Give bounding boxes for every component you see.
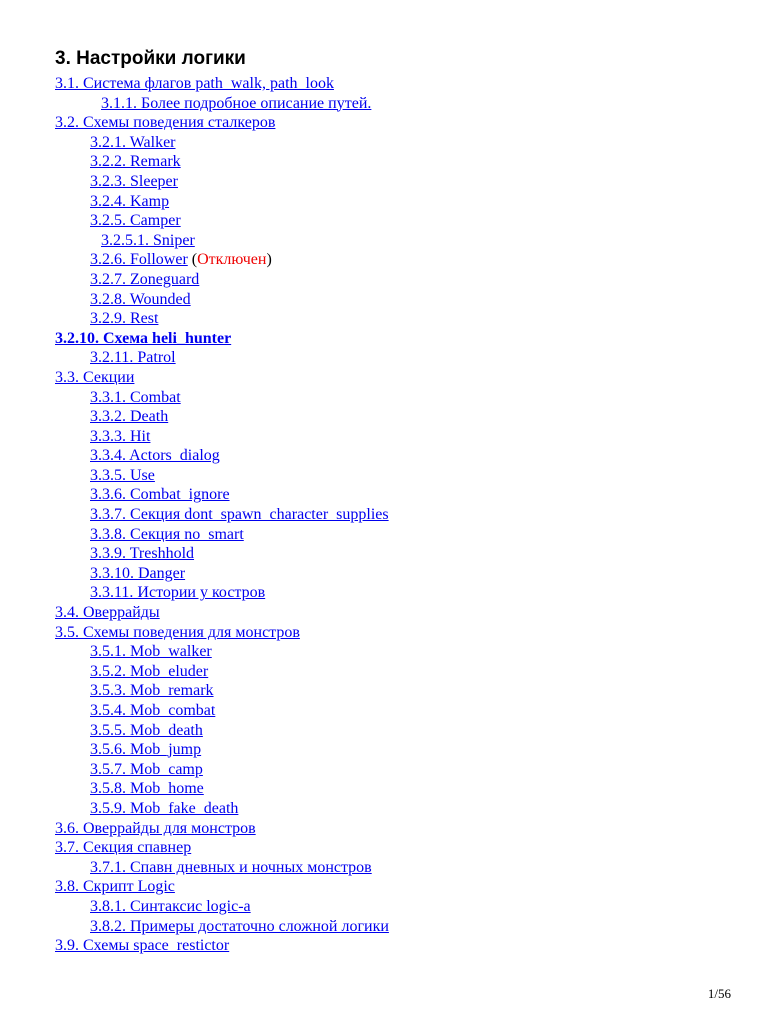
toc-link-3-9[interactable]: 3.9. Схемы space_restictor bbox=[55, 937, 230, 955]
toc-link-3-2-3[interactable]: 3.2.3. Sleeper bbox=[90, 172, 178, 190]
disabled-status-label: Отключен bbox=[197, 251, 267, 269]
toc-link-3-5-6[interactable]: 3.5.6. Mob_jump bbox=[90, 741, 202, 759]
toc-link-3-7[interactable]: 3.7. Секция спавнер bbox=[55, 839, 192, 857]
toc-link-3-8-1[interactable]: 3.8.1. Синтаксис logic-а bbox=[90, 897, 251, 915]
toc-item-3-8-2 bbox=[0, 917, 389, 937]
toc-item-3-3-1 bbox=[0, 388, 389, 408]
toc-link-3-2-5[interactable]: 3.2.5. Camper bbox=[90, 212, 181, 230]
toc-item-3-7 bbox=[0, 838, 389, 858]
toc-item-3-8 bbox=[0, 877, 389, 897]
toc-item-3-2-1 bbox=[0, 133, 389, 153]
toc-link-3-5-2[interactable]: 3.5.2. Mob_eluder bbox=[90, 662, 209, 680]
toc-item-3-3-2 bbox=[0, 407, 389, 427]
toc-item-3-2-6 bbox=[0, 250, 389, 270]
toc-link-3-2-11[interactable]: 3.2.11. Patrol bbox=[90, 349, 176, 367]
page-number: 1/56 bbox=[707, 986, 731, 1001]
toc-link-3-3-5[interactable]: 3.3.5. Use bbox=[90, 466, 155, 484]
toc-item-3-3-11 bbox=[0, 583, 389, 603]
toc-link-3-2-10[interactable]: 3.2.10. Схема heli_hunter bbox=[55, 329, 232, 347]
toc-item-3-3 bbox=[0, 368, 389, 388]
toc-item-3-2 bbox=[0, 113, 389, 133]
toc-item-3-2-3 bbox=[0, 172, 389, 192]
toc-item-3-2-5-1 bbox=[0, 231, 389, 251]
toc-link-3-3-4[interactable]: 3.3.4. Actors_dialog bbox=[90, 447, 220, 465]
toc-item-3-5-6 bbox=[0, 740, 389, 760]
toc-item-3-3-3 bbox=[0, 427, 389, 447]
toc-link-3-1-1[interactable]: 3.1.1. Более подробное описание путей. bbox=[101, 94, 372, 112]
toc-link-3-8[interactable]: 3.8. Скрипт Logic bbox=[55, 878, 175, 896]
toc-item-3-5-2 bbox=[0, 662, 389, 682]
toc-link-3-2-2[interactable]: 3.2.2. Remark bbox=[90, 153, 181, 171]
toc-link-3-3-9[interactable]: 3.3.9. Treshhold bbox=[90, 545, 195, 563]
toc-item-3-3-4 bbox=[0, 446, 389, 466]
toc-item-3-3-9 bbox=[0, 544, 389, 564]
toc-item-3-2-9 bbox=[0, 309, 389, 329]
toc-item-3-2-5 bbox=[0, 211, 389, 231]
toc-item-3-5-3 bbox=[0, 681, 389, 701]
toc-item-3-2-8 bbox=[0, 290, 389, 310]
toc-link-3-2[interactable]: 3.2. Схемы поведения сталкеров bbox=[55, 114, 276, 132]
toc-link-3-5-9[interactable]: 3.5.9. Mob_fake_death bbox=[90, 799, 239, 817]
toc-item-3-5-5 bbox=[0, 721, 389, 741]
toc-link-3-3-10[interactable]: 3.3.10. Danger bbox=[90, 564, 186, 582]
toc-link-3-2-9[interactable]: 3.2.9. Rest bbox=[90, 310, 159, 328]
toc-item-3-3-8 bbox=[0, 525, 389, 545]
toc-link-3-6[interactable]: 3.6. Оверрайды для монстров bbox=[55, 819, 256, 837]
toc-link-3-2-4[interactable]: 3.2.4. Kamp bbox=[90, 192, 170, 210]
toc-link-3-2-6[interactable]: 3.2.6. Follower bbox=[90, 251, 188, 269]
toc-link-3-3-7[interactable]: 3.3.7. Секция dont_spawn_character_supplies bbox=[90, 506, 389, 524]
toc-item-3-7-1 bbox=[0, 858, 389, 878]
toc-item-3-2-11 bbox=[0, 348, 389, 368]
toc-link-3-3-2[interactable]: 3.3.2. Death bbox=[90, 408, 169, 426]
toc-link-3-5-5[interactable]: 3.5.5. Mob_death bbox=[90, 721, 203, 739]
toc-link-3-4[interactable]: 3.4. Оверрайды bbox=[55, 604, 160, 622]
toc-link-3-3-8[interactable]: 3.3.8. Секция no_smart bbox=[90, 525, 244, 543]
toc-link-3-2-5-1[interactable]: 3.2.5.1. Sniper bbox=[101, 231, 195, 249]
toc-item-3-5-7 bbox=[0, 760, 389, 780]
toc-item-3-2-10 bbox=[0, 329, 389, 349]
toc-item-3-5-9 bbox=[0, 799, 389, 819]
toc-link-3-7-1[interactable]: 3.7.1. Спавн дневных и ночных монстров bbox=[90, 858, 372, 876]
paren-close: ) bbox=[266, 251, 272, 269]
toc-item-3-3-7 bbox=[0, 505, 389, 525]
toc-link-3-5[interactable]: 3.5. Схемы поведения для монстров bbox=[55, 623, 300, 641]
toc-item-3-3-6 bbox=[0, 485, 389, 505]
toc-link-3-3-11[interactable]: 3.3.11. Истории у костров bbox=[90, 584, 266, 602]
toc-item-3-8-1 bbox=[0, 897, 389, 917]
toc-item-3-4 bbox=[0, 603, 389, 623]
toc-item-3-2-7 bbox=[0, 270, 389, 290]
toc-link-3-1[interactable]: 3.1. Система флагов path_walk, path_look bbox=[55, 75, 334, 92]
toc-link-3-5-4[interactable]: 3.5.4. Mob_combat bbox=[90, 702, 216, 719]
toc-item-3-9 bbox=[0, 936, 389, 956]
paren-open: ( bbox=[191, 251, 198, 269]
toc-item-3-2-4 bbox=[0, 192, 389, 212]
toc-item-3-5-1 bbox=[0, 642, 389, 662]
toc-item-3-2-2 bbox=[0, 152, 389, 172]
toc-link-3-5-1[interactable]: 3.5.1. Mob_walker bbox=[90, 643, 212, 661]
toc-item-3-5-8 bbox=[0, 779, 389, 799]
toc-link-3-3-3[interactable]: 3.3.3. Hit bbox=[90, 427, 151, 445]
toc-item-3-1 bbox=[0, 74, 389, 94]
toc-link-3-2-8[interactable]: 3.2.8. Wounded bbox=[90, 290, 191, 308]
toc-item-3-5-4 bbox=[0, 701, 389, 721]
toc-link-3-3[interactable]: 3.3. Секции bbox=[55, 368, 135, 386]
toc-link-3-2-7[interactable]: 3.2.7. Zoneguard bbox=[90, 270, 200, 288]
toc-item-3-5 bbox=[0, 623, 389, 643]
toc-link-3-3-6[interactable]: 3.3.6. Combat_ignore bbox=[90, 486, 230, 504]
toc-link-3-2-1[interactable]: 3.2.1. Walker bbox=[90, 133, 176, 151]
toc-link-3-8-2[interactable]: 3.8.2. Примеры достаточно сложной логики bbox=[90, 917, 389, 935]
toc-link-3-3-1[interactable]: 3.3.1. Combat bbox=[90, 388, 181, 406]
table-of-contents bbox=[0, 74, 389, 956]
toc-link-3-5-8[interactable]: 3.5.8. Mob_home bbox=[90, 780, 204, 798]
toc-item-3-3-10 bbox=[0, 564, 389, 584]
toc-item-3-1-1 bbox=[0, 94, 389, 114]
toc-item-3-6 bbox=[0, 819, 389, 839]
toc-link-3-5-3[interactable]: 3.5.3. Mob_remark bbox=[90, 682, 214, 700]
page-title: 3. Настройки логики bbox=[55, 48, 246, 69]
toc-item-3-3-5 bbox=[0, 466, 389, 486]
toc-link-3-5-7[interactable]: 3.5.7. Mob_camp bbox=[90, 760, 203, 778]
